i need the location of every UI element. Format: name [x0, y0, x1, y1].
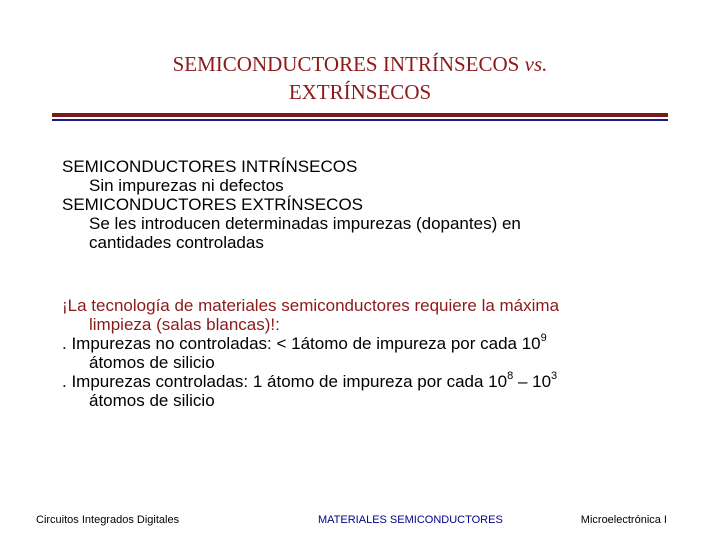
purity-block [62, 296, 692, 410]
uncontrolled-text: . Impurezas no controladas: < 1átomo de impureza por cada 10 [62, 334, 541, 353]
intrinsic-description: Sin impurezas ni defectos [89, 176, 284, 195]
uncontrolled-impurities [62, 334, 692, 353]
extrinsic-description-line-1: Se les introducen determinadas impurezas (dopantes) en [89, 214, 521, 233]
extrinsic-heading: SEMICONDUCTORES EXTRÍNSECOS [62, 195, 364, 214]
purity-statement-line-2: limpieza (salas blancas)!: [89, 315, 280, 334]
controlled-impurities [62, 372, 692, 391]
controlled-text: . Impurezas controladas: 1 átomo de impureza por cada 10 [62, 372, 508, 391]
controlled-impurities-line-2: átomos de silicio [89, 391, 215, 410]
title-line-1 [0, 50, 720, 78]
purity-statement-line-1: ¡La tecnología de materiales semiconductores requiere la máxima [62, 296, 560, 315]
title-rule-thick [52, 113, 668, 117]
extrinsic-description-line-2: cantidades controladas [89, 233, 264, 252]
controlled-exponent-1: 8 [507, 370, 514, 383]
uncontrolled-exponent: 9 [540, 332, 547, 345]
uncontrolled-impurities-line-2: átomos de silicio [89, 353, 215, 372]
title-vs: vs. [524, 52, 548, 76]
controlled-exponent-2: 3 [551, 370, 558, 383]
controlled-dash: – 10 [513, 372, 552, 391]
footer-center: MATERIALES SEMICONDUCTORES [318, 514, 503, 526]
definitions-block [62, 157, 682, 252]
title-text: SEMICONDUCTORES INTRÍNSECOS [172, 52, 520, 76]
slide-title [0, 50, 720, 106]
title-line-2: EXTRÍNSECOS [288, 80, 432, 104]
intrinsic-heading: SEMICONDUCTORES INTRÍNSECOS [62, 157, 358, 176]
footer-right: Microelectrónica I [580, 514, 667, 526]
title-rule-thin [52, 119, 668, 121]
footer-left: Circuitos Integrados Digitales [36, 514, 180, 526]
